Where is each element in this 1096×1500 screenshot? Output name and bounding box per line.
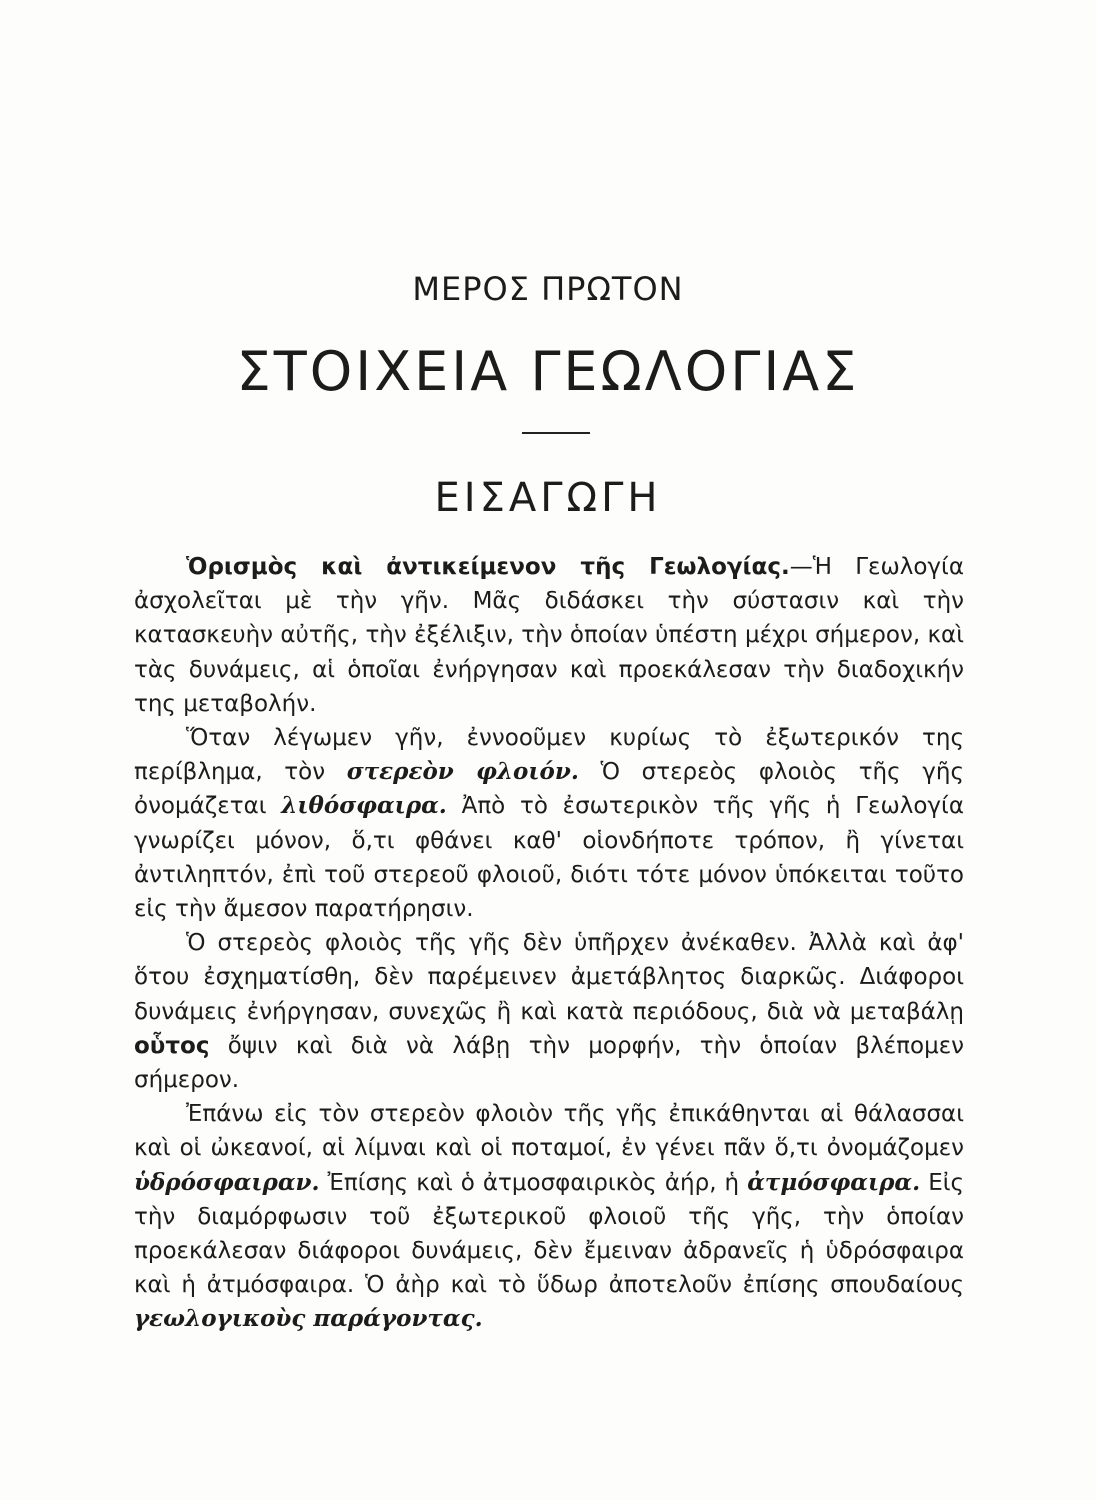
section-title: ΕΙΣΑΓΩΓΗ [434, 475, 662, 521]
paragraph-definition [134, 550, 964, 721]
paragraph-text: Ἀπὸ τὸ ἐσωτερικὸν τῆς γῆς ἡ Γεωλογία γνωρίζει μόνον, ὅ,τι φθάνει καθ' οἱονδήποτε τρόπον, ἢ γίνεται ἀντιληπτόν, ἐπὶ τοῦ στερεοῦ φλοιοῦ, διότι τότε μόνον ὑπόκειται τοῦτο εἰς τὴν ἄμεσον παρατήρησιν. [134, 793, 964, 923]
term-hydrosphere: ὑδρόσφαιραν. [134, 1168, 320, 1196]
paragraph-text: ὄψιν καὶ διὰ νὰ λάβῃ τὴν μορφήν, τὴν ὁποίαν βλέπομεν σήμερον. [134, 1032, 964, 1094]
main-title: ΣΤΟΙΧΕΙΑ ΓΕΩΛΟΓΙΑΣ [236, 340, 860, 403]
paragraph-text: Ὅταν λέγωμεν γῆν, ἐννοοῦμεν κυρίως τὸ ἐξωτερικόν της περίβλημα, τὸν [134, 725, 964, 786]
body-text [134, 550, 964, 1337]
paragraph-text: Ὁ στερεὸς φλοιὸς τῆς γῆς δὲν ὑπῆρχεν ἀνέκαθεν. Ἀλλὰ καὶ ἀφ' ὅτου ἐσχηματίσθη, δὲν παρέμεινεν ἀμετάβλητος διαρκῶς. Διάφοροι δυνάμεις ἐνήργησαν, συνεχῶς ἢ καὶ κατὰ περιόδους, διὰ νὰ μεταβάλῃ [134, 930, 964, 1025]
title-divider [522, 432, 590, 434]
paragraph-change [134, 926, 964, 1097]
part-label: ΜΕΡΟΣ ΠΡΩΤΟΝ [412, 270, 684, 308]
paragraph-text: Ἐπίσης καὶ ὁ ἀτμοσφαιρικὸς ἀήρ, ἡ [319, 1169, 748, 1196]
bold-word: οὗτος [134, 1032, 210, 1059]
term-lithosphere: λιθόσφαιρα. [281, 792, 447, 820]
term-atmosphere: ἀτμόσφαιρα. [747, 1168, 921, 1196]
term-geological-factors: γεωλογικοὺς παράγοντας. [134, 1305, 483, 1333]
paragraph-crust [134, 721, 964, 926]
paragraph-heading: Ὁρισμὸς καὶ ἀντικείμενον τῆς Γεωλογίας. [186, 554, 790, 580]
paragraph-text: Ἐπάνω εἰς τὸν στερεὸν φλοιὸν τῆς γῆς ἐπικάθηνται αἱ θάλασσαι καὶ οἱ ὠκεανοί, αἱ λίμναι καὶ οἱ ποταμοί, ἐν γένει πᾶν ὅ,τι ὀνομάζομεν [134, 1101, 964, 1162]
paragraph-text: Ὁ στερεὸς φλοιὸς τῆς γῆς ὀνομάζεται [134, 759, 964, 820]
paragraph-text: —Ἡ Γεωλογία ἀσχολεῖται μὲ τὴν γῆν. Μᾶς διδάσκει τὴν σύστασιν καὶ τὴν κατασκευὴν αὐτῆς, τὴν ἐξέλιξιν, τὴν ὁποίαν ὑπέστη μέχρι σήμερον, καὶ τὰς δυνάμεις, αἱ ὁποῖαι ἐνήργησαν καὶ προεκάλεσαν τὴν διαδοχικήν της μεταβολήν. [134, 554, 964, 717]
paragraph-text: Εἰς τὴν διαμόρφωσιν τοῦ ἐξωτερικοῦ φλοιοῦ τῆς γῆς, τὴν ὁποίαν προεκάλεσαν διάφοροι δυνάμεις, δὲν ἔμειναν ἀδρανεῖς ἡ ὑδρόσφαιρα καὶ ἡ ἀτμόσφαιρα. Ὁ ἀὴρ καὶ τὸ ὕδωρ ἀποτελοῦν ἐπίσης σπουδαίους [134, 1169, 965, 1299]
term-solid-crust: στερεὸν φλοιόν. [346, 758, 579, 786]
paragraph-spheres [134, 1097, 964, 1336]
